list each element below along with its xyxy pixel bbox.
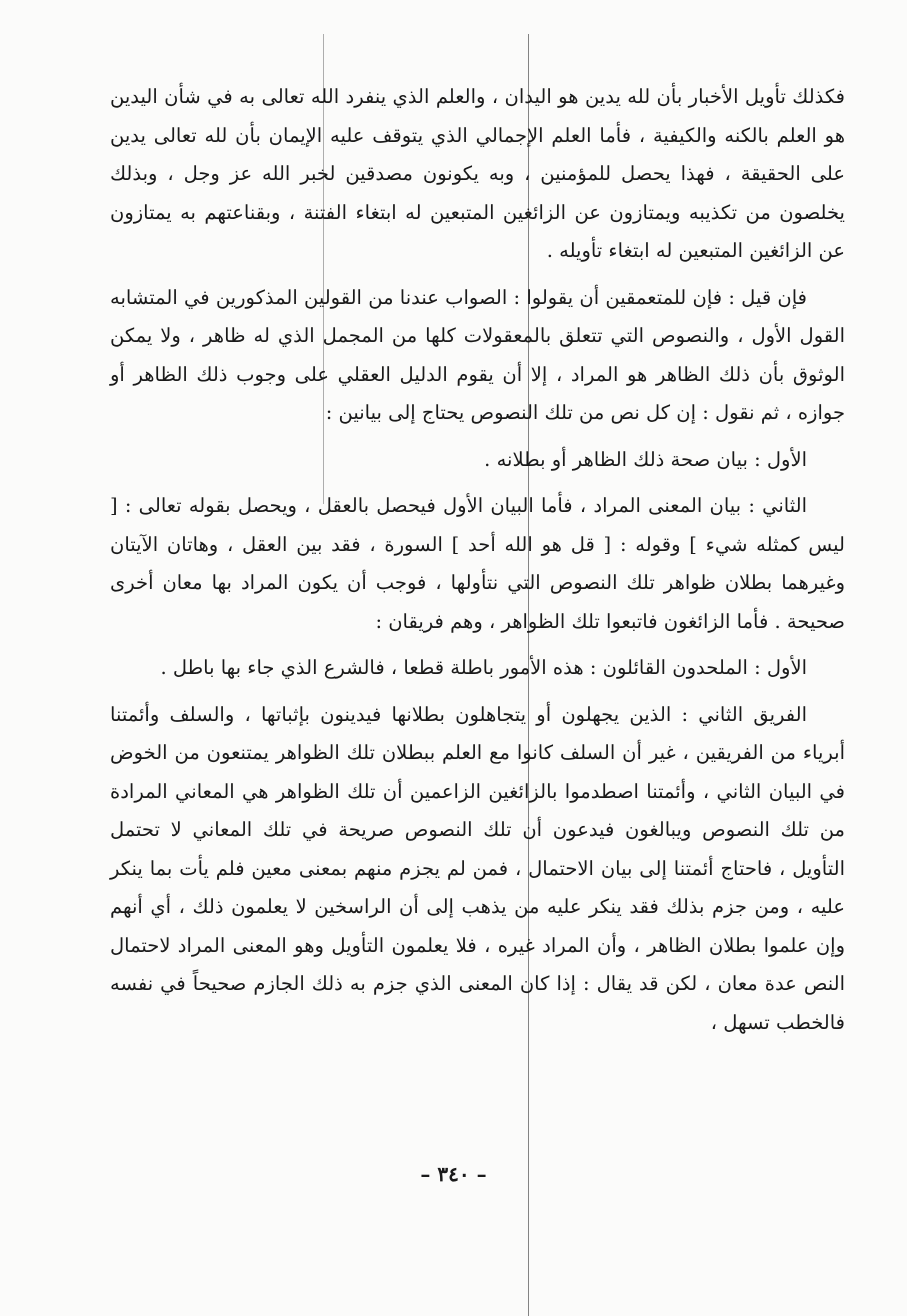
paragraph-5: الأول : الملحدون القائلون : هذه الأمور باطلة قطعا ، فالشرع الذي جاء بها باطل . [160,656,807,679]
paragraph-3: الأول : بيان صحة ذلك الظاهر أو بطلانه . [484,447,807,471]
paragraph-4: الثاني : بيان المعنى المراد ، فأما البيان الأول فيحصل بالعقل ، ويحصل بقوله تعالى : [ ليس كمثله شيء ] وقوله : [ قل هو الله أحد ] السورة ، فقد بين العقل ، وهاتان الآيتان وغيرهما بطلان ظواهر تلك النصوص التي نتأولها ، فوجب أن يكون المراد بها معان أخرى صحيحة . فأما الزائغون فاتبعوا تلك الظواهر ، وهم فريقان : [110,494,845,633]
body-text [110,78,845,1042]
paragraph-6: الفريق الثاني : الذين يجهلون أو يتجاهلون بطلانها فيدينون بإثباتها ، والسلف وأئمتنا أبرياء من الفريقين ، غير أن السلف كانوا مع العلم ببطلان تلك الظواهر يمتنعون من الخوض في البيان الثاني ، وأئمتنا اصطدموا بالزائغين الزاعمين أن تلك الظواهر هي المعاني المرادة من تلك النصوص ويبالغون فيدعون أن تلك النصوص صريحة في تلك المعاني لا تحتمل التأويل ، فاحتاج أئمتنا إلى بيان الاحتمال ، فمن لم يجزم منهم بمعنى معين فلم يأت بما ينكر عليه ، ومن جزم بذلك فقد ينكر عليه من يذهب إلى أن الراسخين لا يعلمون ذلك ، أي أنهم وإن علموا بطلان الظاهر ، وأن المراد غيره ، فلا يعلمون التأويل وهو المعنى المراد لاحتمال النص عدة معان ، لكن قد يقال : إذا كان المعنى الذي جزم به ذلك الجازم صحيحاً في نفسه فالخطب تسهل ، [110,702,845,1034]
paragraph-1: فكذلك تأويل الأخبار بأن لله يدين هو اليدان ، والعلم الذي ينفرد الله تعالى به في شأن اليدين هو العلم بالكنه والكيفية ، فأما العلم الإجمالي الذي يتوقف عليه الإيمان بأن لله تعالى يدين على الحقيقة ، فهذا يحصل للمؤمنين ، وبه يكونون مصدقين لخبر الله عز وجل ، وبذلك يخلصون من تكذيبه ويمتازون عن الزائغين المتبعين له ابتغاء الفتنة ، وبقناعتهم به يمتازون عن الزائغين المتبعين له ابتغاء تأويله . [110,85,845,262]
paragraph-2: فإن قيل : فإن للمتعمقين أن يقولوا : الصواب عندنا من القولين المذكورين في المتشابه القول الأول ، والنصوص التي تتعلق بالمعقولات كلها من المجمل الذي له ظاهر ، ولا يمكن الوثوق بأن ذلك الظاهر هو المراد ، إلا أن يقوم الدليل العقلي على وجوب ذلك الظاهر أو جوازه ، ثم نقول : إن كل نص من تلك النصوص يحتاج إلى بيانين : [110,285,845,424]
page-number: – ٣٤٠ – [420,1162,487,1186]
